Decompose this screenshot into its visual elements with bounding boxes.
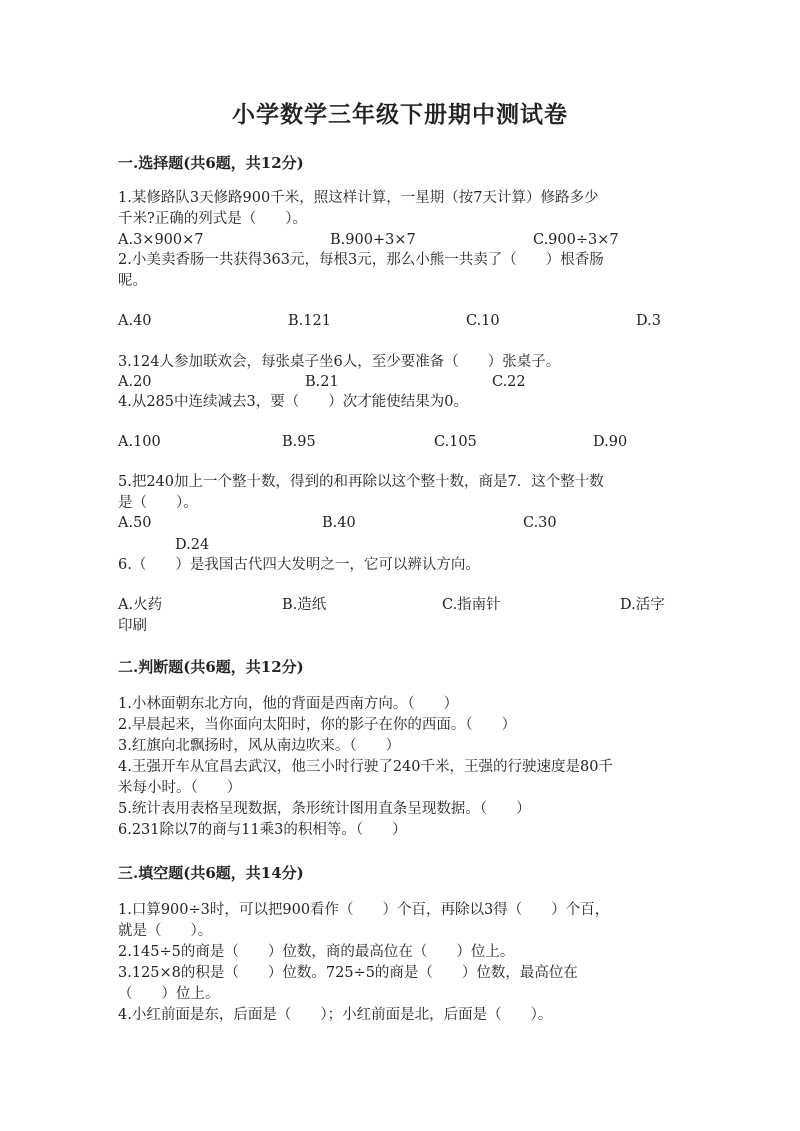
question-4-option-d: D.90 [593,434,628,450]
question-3-option-b: B.21 [305,374,339,390]
question-1-line-1: 1.某修路队3天修路900千米，照这样计算，一星期（按7天计算）修路多少 [118,190,599,206]
question-3-option-c: C.22 [492,374,526,390]
judgement-line-2: 2.早晨起来，当你面向太阳时，你的影子在你的西面。（ ） [118,717,517,733]
question-3-option-a: A.20 [118,374,152,390]
page-title: 小学数学三年级下册期中测试卷 [232,101,568,128]
question-1-line-2: 千米?正确的列式是（ ）。 [118,211,308,227]
judgement-line-1: 1.小林面朝东北方向，他的背面是西南方向。（ ） [118,696,459,712]
question-1-option-c: C.900÷3×7 [533,232,619,248]
fill-in-line-3: 2.145÷5的商是（ ）位数，商的最高位在（ ）位上。 [118,944,515,960]
fill-in-line-4: 3.125×8的积是（ ）位数。725÷5的商是（ ）位数，最高位在 [118,965,578,981]
question-6-option-a: A.火药 [118,597,163,613]
question-5-option-c: C.30 [523,515,557,531]
question-6-option-c: C.指南针 [442,597,501,613]
fill-in-line-5: （ ）位上。 [118,986,220,1002]
question-4-line-1: 4.从285中连续减去3，要（ ）次才能使结果为0。 [118,394,468,410]
question-2-option-d: D.3 [636,313,661,329]
question-2-line-1: 2.小美卖香肠一共获得363元，每根3元，那么小熊一共卖了（ ）根香肠 [118,252,604,268]
judgement-line-7: 6.231除以7的商与11乘3的积相等。（ ） [118,822,407,838]
fill-in-line-2: 就是（ ）。 [118,923,213,939]
question-2-option-c: C.10 [466,313,500,329]
question-2-option-a: A.40 [118,313,152,329]
question-1-option-a: A.3×900×7 [118,232,204,248]
judgement-line-4: 4.王强开车从宜昌去武汉，他三小时行驶了240千米，王强的行驶速度是80千 [118,759,613,775]
question-6-line-1: 6.（ ）是我国古代四大发明之一，它可以辨认方向。 [118,557,480,573]
question-4-option-a: A.100 [118,434,161,450]
section-heading-fill-in: 三.填空题(共6题，共14分) [118,864,304,882]
fill-in-line-6: 4.小红前面是东，后面是（ ）；小红前面是北，后面是（ ）。 [118,1007,553,1023]
question-4-option-b: B.95 [282,434,316,450]
judgement-line-6: 5.统计表用表格呈现数据，条形统计图用直条呈现数据。（ ） [118,801,531,817]
judgement-line-3: 3.红旗向北飘扬时，风从南边吹来。（ ） [118,738,401,754]
judgement-line-5: 米每小时。（ ） [118,780,242,796]
question-1-option-b: B.900+3×7 [330,232,416,248]
section-heading-judgement: 二.判断题(共6题，共12分) [118,658,304,676]
question-2-option-b: B.121 [288,313,331,329]
question-5-option-b: B.40 [322,515,356,531]
question-6-option-d-wrap: 印刷 [118,618,147,634]
fill-in-line-1: 1.口算900÷3时，可以把900看作（ ）个百，再除以3得（ ）个百， [118,902,610,918]
question-5-line-1: 5.把240加上一个整十数，得到的和再除以这个整十数，商是7．这个整十数 [118,474,604,490]
question-2-line-2: 呢。 [118,273,147,289]
question-6-option-b: B.造纸 [282,597,327,613]
question-6-option-d: D.活字 [620,597,665,613]
question-4-option-c: C.105 [434,434,477,450]
question-5-option-a: A.50 [118,515,152,531]
question-3-line-1: 3.124人参加联欢会，每张桌子坐6人，至少要准备（ ）张桌子。 [118,354,561,370]
question-5-option-d: D.24 [175,537,210,553]
section-heading-choice: 一.选择题(共6题，共12分) [118,154,304,172]
question-5-line-2: 是（ ）。 [118,495,198,511]
